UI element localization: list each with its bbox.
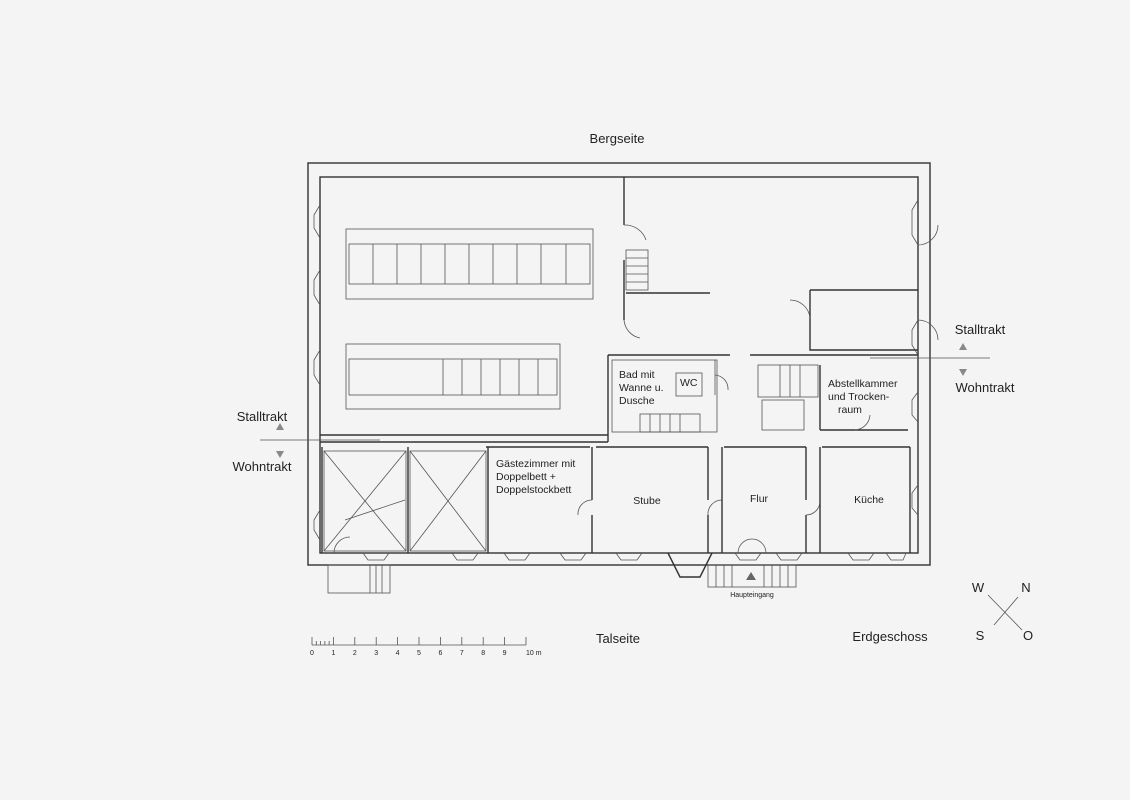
left-wall-windows	[314, 205, 320, 540]
label-bath-line1: Bad mit	[619, 369, 655, 381]
scale-tick-label: 6	[438, 650, 443, 657]
stalls-upper	[346, 229, 593, 299]
stalls-lower	[346, 344, 560, 409]
label-guest-line3: Doppelstockbett	[496, 484, 572, 496]
label-storage-line3: raum	[838, 404, 862, 416]
scale-tick-label: 5	[417, 650, 421, 657]
compass-o: O	[1022, 628, 1034, 643]
scale-tick-label: 8	[481, 650, 486, 657]
scale-tick-label: 4	[395, 650, 400, 657]
label-storage-line1: Abstellkammer	[828, 378, 898, 390]
scale-tick-label: 10 m	[526, 650, 542, 657]
entrance-steps	[708, 539, 796, 587]
label-bath-line3: Dusche	[619, 395, 655, 407]
label-stalltrakt-left: Stalltrakt	[236, 409, 288, 424]
label-guest-line2: Doppelbett +	[496, 471, 556, 483]
label-flur: Flur	[749, 493, 769, 505]
label-talseite: Talseite	[595, 631, 641, 646]
side-steps	[328, 537, 390, 593]
label-stalltrakt-right: Stalltrakt	[954, 322, 1006, 337]
scale-tick-label: 2	[352, 650, 357, 657]
scale-bar	[310, 637, 542, 657]
room-labels	[496, 369, 898, 507]
label-wohntrakt-right: Wohntrakt	[955, 380, 1015, 395]
compass-icon	[972, 580, 1033, 643]
compass-s: S	[975, 628, 985, 643]
scale-tick-label: 9	[502, 650, 507, 657]
label-guest-line1: Gästezimmer mit	[496, 458, 576, 470]
scale-tick-label: 1	[331, 650, 336, 657]
scale-tick-label: 7	[459, 650, 464, 657]
label-storage-line2: und Trocken-	[828, 391, 890, 403]
entrance-arrow-icon	[746, 572, 756, 580]
label-wohntrakt-left: Wohntrakt	[232, 459, 292, 474]
scale-tick-label: 3	[374, 650, 379, 657]
right-wall-openings	[912, 200, 938, 515]
outer-walls	[308, 163, 930, 565]
label-stube: Stube	[633, 495, 661, 507]
label-bath-line2: Wanne u.	[619, 382, 664, 394]
label-haupteingang: Haupteingang	[730, 592, 774, 599]
label-bergseite: Bergseite	[589, 131, 645, 146]
compass-n: N	[1021, 580, 1031, 595]
scale-tick-label: 0	[310, 650, 314, 657]
label-kueche: Küche	[854, 494, 884, 506]
compass-w: W	[971, 580, 985, 595]
label-erdgeschoss: Erdgeschoss	[852, 629, 928, 644]
void-rooms	[324, 451, 486, 551]
label-wc: WC	[680, 377, 698, 389]
